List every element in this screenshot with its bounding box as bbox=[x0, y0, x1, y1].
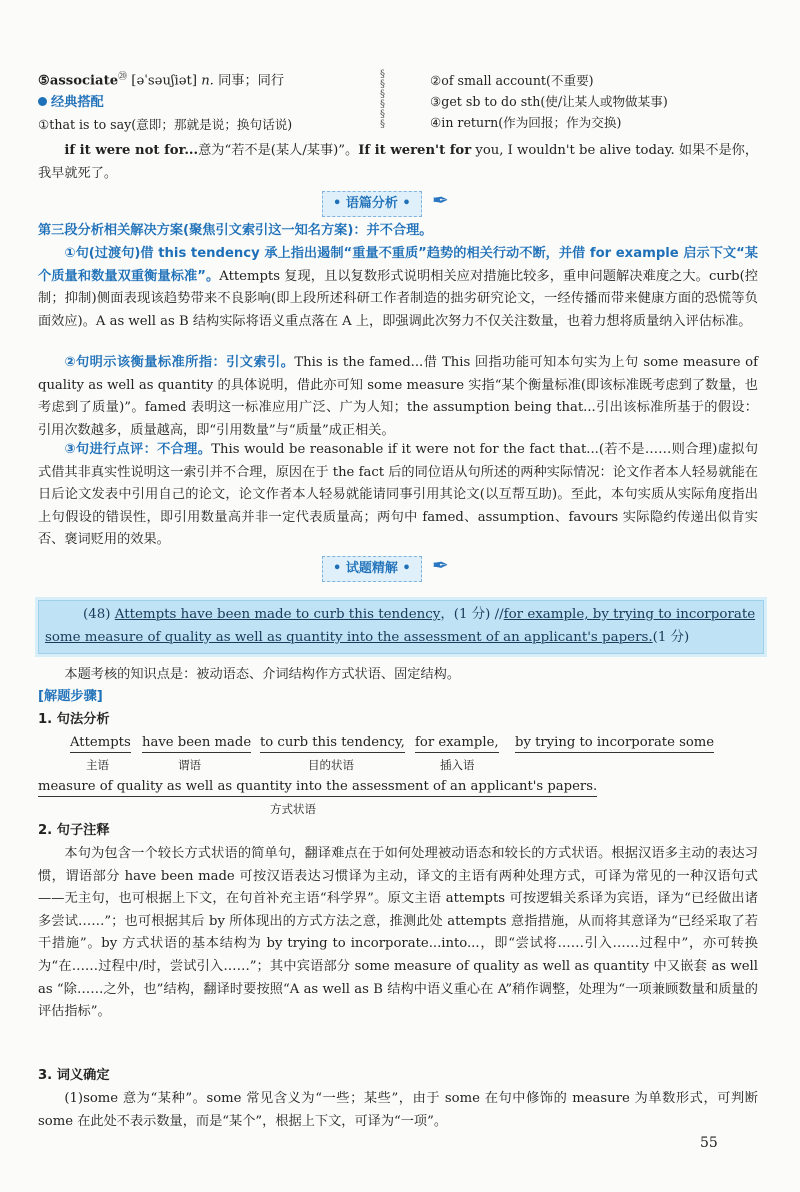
vocab-item-1: ①that is to say(意即；那就是说；换句话说) bbox=[38, 117, 293, 133]
label-subject: 主语 bbox=[86, 758, 109, 772]
vocab-associate: ⑤associate⑳ [əˈsəuʃiət] n. 同事；同行 bbox=[38, 72, 285, 89]
analysis-parenthesis: for example, bbox=[415, 734, 499, 753]
quill-icon: ✒ bbox=[432, 188, 449, 212]
step3-body: (1)some 意为“某种”。some 常见含义为“一些；某些”，由于 some 在句中修饰的 measure 为单数形式，可判断 some 在此处不表示数量，而是“某个”，根据上下文，可译为“一项”。 bbox=[38, 1091, 758, 1129]
section-banner-discourse: • 语篇分析 • bbox=[322, 191, 422, 217]
example-sentence: if it were not for...意为“若不是(某人/某事)”。If it weren't for you, I wouldn't be alive today. 如果不是你，我早就死了。 bbox=[38, 143, 759, 181]
question-line-2: some measure of quality as well as quantity into the assessment of an applicant's papers.(1 分) bbox=[45, 630, 690, 645]
para-sentence-3: ③句进行点评：不合理。This would be reasonable if it were not for the fact that...(若不是……则合理)虚拟句式借其非真实性说明这一索引并不合理，原因在于 the fact 后的同位语从句所述的两种实际情况：论文作者本人轻易就能在日后论文发表中引用自己的论文，论文作者本人轻易就能请同事引用其论文(以互帮互助)。至此，本句实质从实际角度指出上句假设的错误性，即引用数量高并非一定代表质量高；两句中 famed、assumption、favours 实际隐约传递出似肯实否、褒词贬用的效果。 bbox=[38, 442, 759, 548]
vocab-item-2: ②of small account(不重要) bbox=[430, 73, 594, 88]
question-line-1: (48) Attempts have been made to curb this tendency，(1 分) //for example, by trying to incorporate bbox=[83, 607, 756, 622]
analysis-manner-start: by trying to incorporate some bbox=[515, 734, 714, 753]
step2-body: 本句为包含一个较长方式状语的简单句，翻译难点在于如何处理被动语态和较长的方式状语。根据汉语多主动的表达习惯，谓语部分 have been made 可按汉语表达习惯译为主动，译文的主语有两种处理方式，可译为常见的一种汉语句式——无主句，也可根据上下文，在句首补充主语“科学界”。原文主语 attempts 可按逻辑关系译为宾语，译为“已经做出诸多尝试……”；也可根据其后 by 所体现出的方式方法之意，推测此处 attempts 意指措施，从而将其意译为“已经采取了若干措施”。by 方式状语的基本结构为 by trying to incorporate...into...，即“尝试将……引入……过程中”，亦可转换为“在……过程中/时，尝试引入……”；其中宾语部分 some measure of quality as well as quantity 中又嵌套 as well as “除……之外，也”结构，翻译时要按照“A as well as B 结构中语义重心在 A”稍作调整，处理为“一项兼顾数量和质量的评估指标”。 bbox=[38, 846, 758, 1020]
vocab-right bbox=[430, 70, 770, 133]
knowledge-points: 本题考核的知识点是：被动语态、介词结构作方式状语、固定结构。 bbox=[64, 667, 461, 682]
collocation-title: 经典搭配 bbox=[38, 92, 378, 114]
vocab-item-4: ④in return(作为回报；作为交换) bbox=[430, 115, 622, 130]
label-predicate: 谓语 bbox=[178, 758, 201, 772]
bullet-icon bbox=[38, 97, 47, 106]
para-sentence-2: ②句明示该衡量标准所指：引文索引。This is the famed...借 This 回指功能可知本句实为上句 some measure of quality as well as quantity 的具体说明，借此亦可知 some measure 实指“某个衡量标准(即该标准既考虑到了数量，也考虑到了质量)”。famed 表明这一标准应用广泛、广为人知；the assumption being that...引出该标准所基于的假设：引用次数越多，质量越高，即“引用数量”与“质量”成正相关。 bbox=[38, 355, 758, 438]
spiral-divider-icon: § § § § § § bbox=[380, 69, 384, 130]
steps-title: [解题步骤] bbox=[38, 689, 103, 704]
vocab-left bbox=[38, 66, 378, 136]
analysis-purpose: to curb this tendency, bbox=[260, 734, 405, 753]
label-manner: 方式状语 bbox=[270, 802, 316, 816]
para-title: 第三段分析相关解决方案(聚焦引文索引这一知名方案)：并不合理。 bbox=[38, 223, 433, 238]
label-purpose: 目的状语 bbox=[308, 758, 354, 772]
page-number: 55 bbox=[700, 1135, 718, 1151]
question-box bbox=[38, 600, 764, 654]
step1-title: 1. 句法分析 bbox=[38, 712, 110, 727]
analysis-manner-end: measure of quality as well as quantity into the assessment of an applicant's papers. bbox=[38, 778, 597, 797]
analysis-predicate: have been made bbox=[142, 734, 251, 753]
quill-icon-2: ✒ bbox=[432, 553, 449, 577]
para-sentence-1: ①句(过渡句)借 this tendency 承上指出遏制“重量不重质”趋势的相关行动不断，并借 for example 启示下文“某个质量和数量双重衡量标准”。Attempts 复现，且以复数形式说明相关应对措施比较多，重申问题解决难度之大。curb(控制；抑制)侧面表现该趋势带来不良影响(即上段所述科研工作者制造的拙劣研究论文，一经传播而带来健康方面的恐慌等负面效应)。A as well as B 结构实际将语义重点落在 A 上，即强调此次努力不仅关注数量，也着力想将质量纳入评估标准。 bbox=[38, 246, 758, 329]
section-banner-exam: • 试题精解 • bbox=[322, 556, 422, 582]
step3-title: 3. 词义确定 bbox=[38, 1068, 110, 1083]
step2-title: 2. 句子注释 bbox=[38, 823, 110, 838]
label-parenthesis: 插入语 bbox=[440, 758, 475, 772]
vocab-item-3: ③get sb to do sth(使/让某人或物做某事) bbox=[430, 94, 668, 109]
analysis-subject: Attempts bbox=[70, 734, 131, 753]
